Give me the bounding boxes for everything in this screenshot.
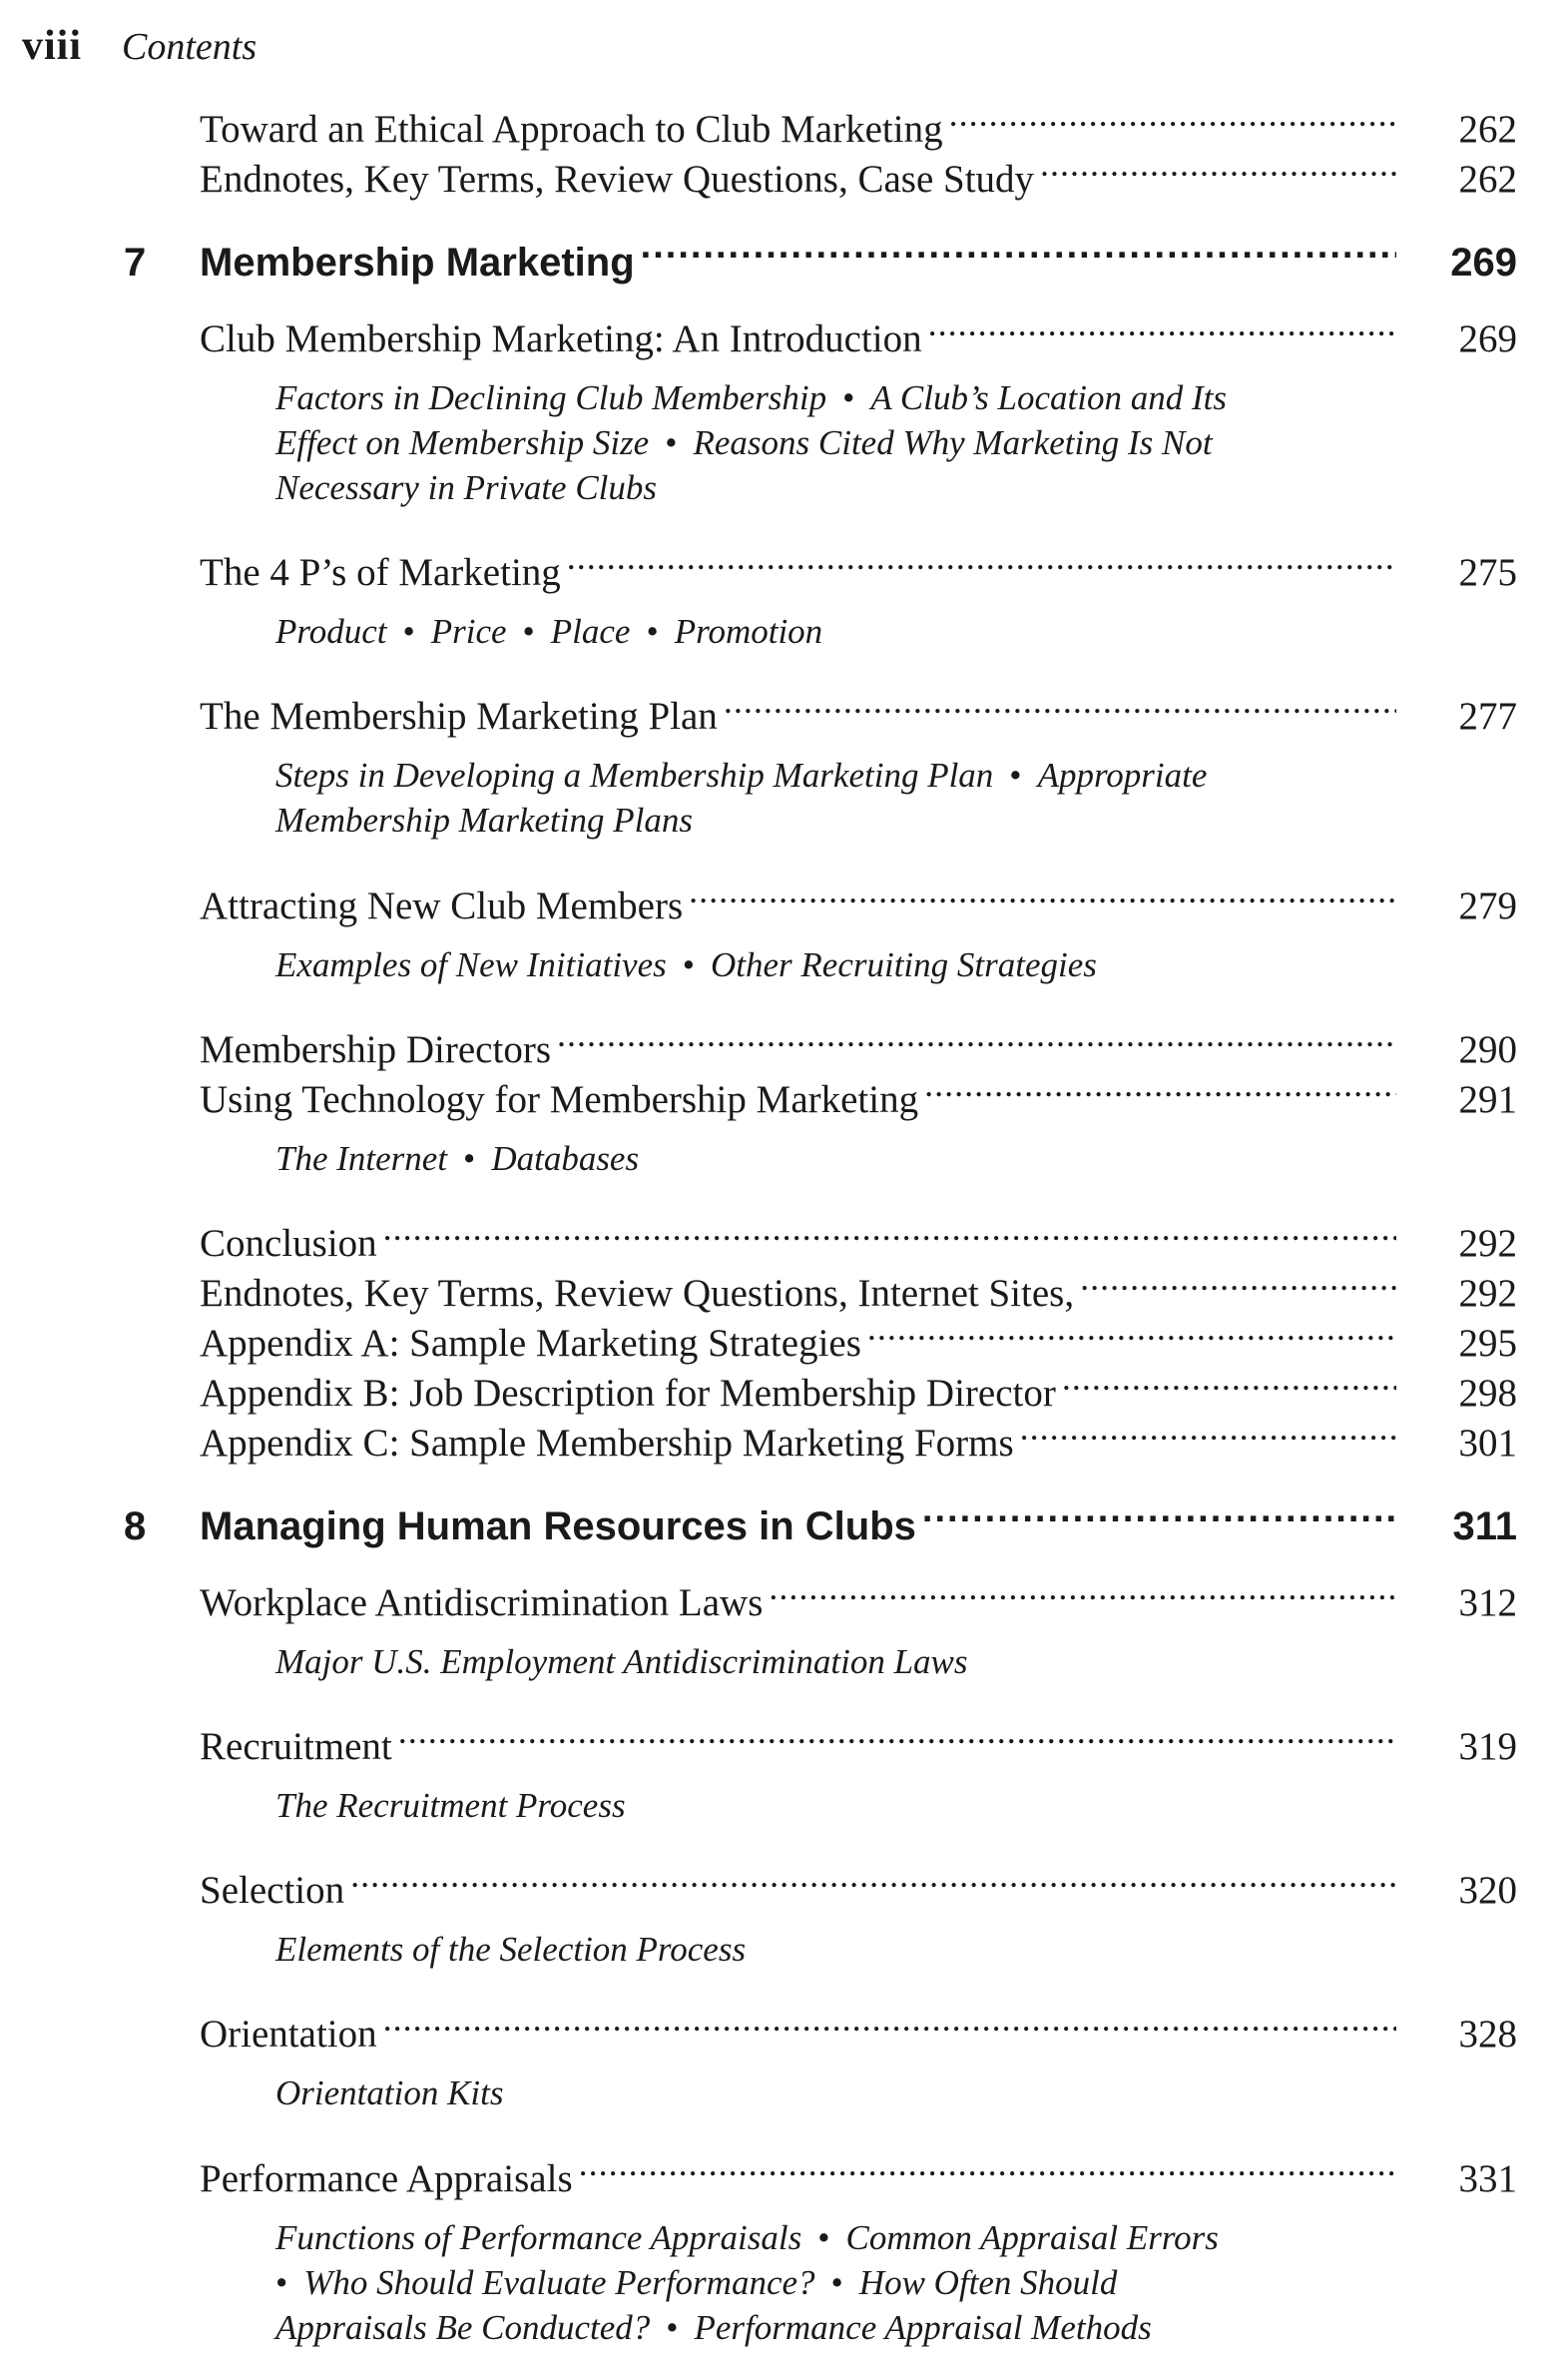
subtopic-line <box>275 375 1333 420</box>
subtopic: How Often Should <box>858 2263 1118 2302</box>
chapter-title: Managing Human Resources in Clubs <box>200 1504 916 1548</box>
bullet-separator: • <box>666 2308 679 2347</box>
dot-leader <box>567 535 1396 585</box>
toc-entry <box>200 1062 1517 1125</box>
bullet-separator: • <box>522 612 535 651</box>
subtopic: The Internet <box>275 1139 448 1178</box>
bullet-separator: • <box>817 2218 830 2257</box>
subtopic: Functions of Performance Appraisals <box>275 2218 802 2257</box>
subtopic-line <box>275 1639 1333 1684</box>
dot-leader <box>641 222 1396 276</box>
toc-subtopics <box>275 942 1333 987</box>
subtopic-line <box>275 1927 1333 1972</box>
subtopic-line <box>275 420 1333 465</box>
toc-entry <box>200 2141 1517 2204</box>
toc-subtopics <box>275 375 1333 510</box>
subtopic: Necessary in Private Clubs <box>275 468 658 507</box>
toc-entry-title: Appendix B: Job Description for Membership Director <box>200 1372 1056 1415</box>
dot-leader <box>924 1062 1396 1112</box>
dot-leader <box>1062 1356 1396 1406</box>
toc-entry-title: Attracting New Club Members <box>200 885 684 927</box>
toc-subtopics <box>275 753 1333 843</box>
toc-entry-title: Endnotes, Key Terms, Review Questions, Internet Sites, <box>200 1272 1075 1315</box>
toc-entry <box>200 1853 1517 1916</box>
dot-leader <box>1080 1256 1396 1306</box>
dot-leader <box>928 301 1396 351</box>
dot-leader <box>350 1853 1396 1903</box>
dot-leader <box>383 1997 1396 2047</box>
toc-entry-page: 292 <box>1458 1272 1517 1315</box>
chapter-page: 269 <box>1450 241 1517 285</box>
chapter-title: Membership Marketing <box>200 241 635 285</box>
dot-leader <box>689 869 1396 918</box>
toc-entry-page: 275 <box>1458 551 1517 594</box>
subtopic-line <box>275 2215 1333 2260</box>
toc-entry-title: Appendix A: Sample Marketing Strategies <box>200 1322 861 1365</box>
dot-leader <box>398 1709 1396 1759</box>
toc-entry-title: Toward an Ethical Approach to Club Marketing <box>200 108 943 151</box>
toc-entry-title: Conclusion <box>200 1222 377 1265</box>
toc-entry-page: 262 <box>1458 108 1517 151</box>
toc-subtopics <box>275 1927 1333 1972</box>
toc-entry-title: The Membership Marketing Plan <box>200 695 718 738</box>
toc-entry-page: 301 <box>1458 1422 1517 1465</box>
toc-entry-title: Endnotes, Key Terms, Review Questions, Case Study <box>200 158 1035 201</box>
toc-entry-title: Club Membership Marketing: An Introduction <box>200 317 922 360</box>
subtopic-line <box>275 2071 1333 2115</box>
subtopic-line <box>275 609 1333 654</box>
bullet-separator: • <box>646 612 659 651</box>
toc-entry-page: 328 <box>1458 2013 1517 2056</box>
subtopic: Orientation Kits <box>275 2073 504 2112</box>
toc-entry-page: 331 <box>1458 2157 1517 2200</box>
bullet-separator: • <box>1009 756 1022 795</box>
toc-entry <box>200 679 1517 742</box>
toc-entry-title: Recruitment <box>200 1725 392 1768</box>
subtopic-line <box>275 465 1333 510</box>
subtopic: Steps in Developing a Membership Marketing Plan <box>275 756 994 795</box>
dot-leader <box>949 92 1396 142</box>
subtopic-line <box>275 2305 1333 2350</box>
dot-leader <box>557 1012 1396 1062</box>
toc-entry-title: Selection <box>200 1869 345 1912</box>
subtopic: Membership Marketing Plans <box>275 801 693 840</box>
toc-entry-title: Appendix C: Sample Membership Marketing Forms <box>200 1422 1014 1465</box>
bullet-separator: • <box>842 378 855 417</box>
dot-leader <box>383 1206 1396 1256</box>
dot-leader <box>1020 1406 1396 1456</box>
subtopic: Promotion <box>674 612 823 651</box>
toc-entry-page: 312 <box>1458 1581 1517 1624</box>
bullet-separator: • <box>402 612 415 651</box>
dot-leader <box>579 2141 1396 2191</box>
subtopic: Factors in Declining Club Membership <box>275 378 827 417</box>
chapter-page: 311 <box>1452 1504 1517 1548</box>
subtopic: Major U.S. Employment Antidiscrimination Laws <box>275 1642 968 1681</box>
toc-entry <box>200 142 1517 205</box>
subtopic: Performance Appraisal Methods <box>694 2308 1152 2347</box>
toc-subtopics <box>275 1639 1333 1684</box>
toc-entry <box>200 869 1517 931</box>
page-header <box>22 22 257 82</box>
bullet-separator: • <box>463 1139 476 1178</box>
chapter-number: 7 <box>124 241 147 285</box>
chapter-number: 8 <box>124 1504 147 1548</box>
subtopic-line <box>275 1136 1333 1181</box>
subtopic: Examples of New Initiatives <box>275 945 667 984</box>
subtopic-line <box>275 2260 1333 2305</box>
subtopic-line <box>275 798 1333 843</box>
toc-entry-title: Using Technology for Membership Marketing <box>200 1078 919 1121</box>
toc-entry-page: 295 <box>1458 1322 1517 1365</box>
toc-entry-title: The 4 P’s of Marketing <box>200 551 561 594</box>
toc-entry <box>200 1997 1517 2060</box>
subtopic-line <box>275 942 1333 987</box>
dot-leader <box>922 1485 1396 1539</box>
bullet-separator: • <box>830 2263 843 2302</box>
subtopic: Databases <box>491 1139 640 1178</box>
subtopic: Other Recruiting Strategies <box>711 945 1097 984</box>
toc-entry-page: 277 <box>1458 695 1517 738</box>
toc-entry-page: 269 <box>1458 317 1517 360</box>
subtopic: Who Should Evaluate Performance? <box>303 2263 815 2302</box>
subtopic-line <box>275 753 1333 798</box>
subtopic: The Recruitment Process <box>275 1786 626 1825</box>
toc-entry-title: Workplace Antidiscrimination Laws <box>200 1581 764 1624</box>
toc-subtopics <box>275 1136 1333 1181</box>
toc-subtopics <box>275 1783 1333 1828</box>
toc-entry-page: 319 <box>1458 1725 1517 1768</box>
toc-entry-title: Membership Directors <box>200 1028 551 1071</box>
bullet-separator: • <box>275 2263 288 2302</box>
dot-leader <box>724 679 1396 729</box>
toc-entry-title: Performance Appraisals <box>200 2157 573 2200</box>
toc-entry-page: 292 <box>1458 1222 1517 1265</box>
toc-subtopics <box>275 609 1333 654</box>
subtopic: Price <box>430 612 507 651</box>
dot-leader <box>1040 142 1396 192</box>
dot-leader <box>769 1565 1396 1615</box>
toc-chapter-7 <box>124 222 1517 290</box>
toc-entry-title: Orientation <box>200 2013 377 2056</box>
toc-entry <box>200 1406 1517 1469</box>
running-head: Contents <box>122 26 258 68</box>
toc-chapter-8 <box>124 1485 1517 1553</box>
subtopic: Appraisals Be Conducted? <box>275 2308 651 2347</box>
subtopic: A Club’s Location and Its <box>870 378 1227 417</box>
toc-subtopics <box>275 2071 1333 2115</box>
subtopic: Product <box>275 612 387 651</box>
toc-entry-page: 290 <box>1458 1028 1517 1071</box>
subtopic: Common Appraisal Errors <box>845 2218 1219 2257</box>
subtopic-line <box>275 1783 1333 1828</box>
subtopic: Elements of the Selection Process <box>275 1930 747 1969</box>
dot-leader <box>867 1306 1396 1356</box>
toc-entry <box>200 535 1517 598</box>
subtopic: Reasons Cited Why Marketing Is Not <box>693 423 1213 462</box>
toc-entry <box>200 1565 1517 1628</box>
page-folio: viii <box>22 23 83 69</box>
toc-entry <box>200 1709 1517 1772</box>
bullet-separator: • <box>665 423 678 462</box>
toc-entry <box>200 301 1517 364</box>
toc-entry-page: 298 <box>1458 1372 1517 1415</box>
toc-entry-page: 279 <box>1458 885 1517 927</box>
subtopic: Place <box>550 612 631 651</box>
subtopic: Appropriate <box>1037 756 1208 795</box>
toc-subtopics <box>275 2215 1333 2350</box>
subtopic: Effect on Membership Size <box>275 423 650 462</box>
bullet-separator: • <box>682 945 695 984</box>
toc-entry-page: 291 <box>1458 1078 1517 1121</box>
toc-entry-page: 262 <box>1458 158 1517 201</box>
toc-entry-page: 320 <box>1458 1869 1517 1912</box>
